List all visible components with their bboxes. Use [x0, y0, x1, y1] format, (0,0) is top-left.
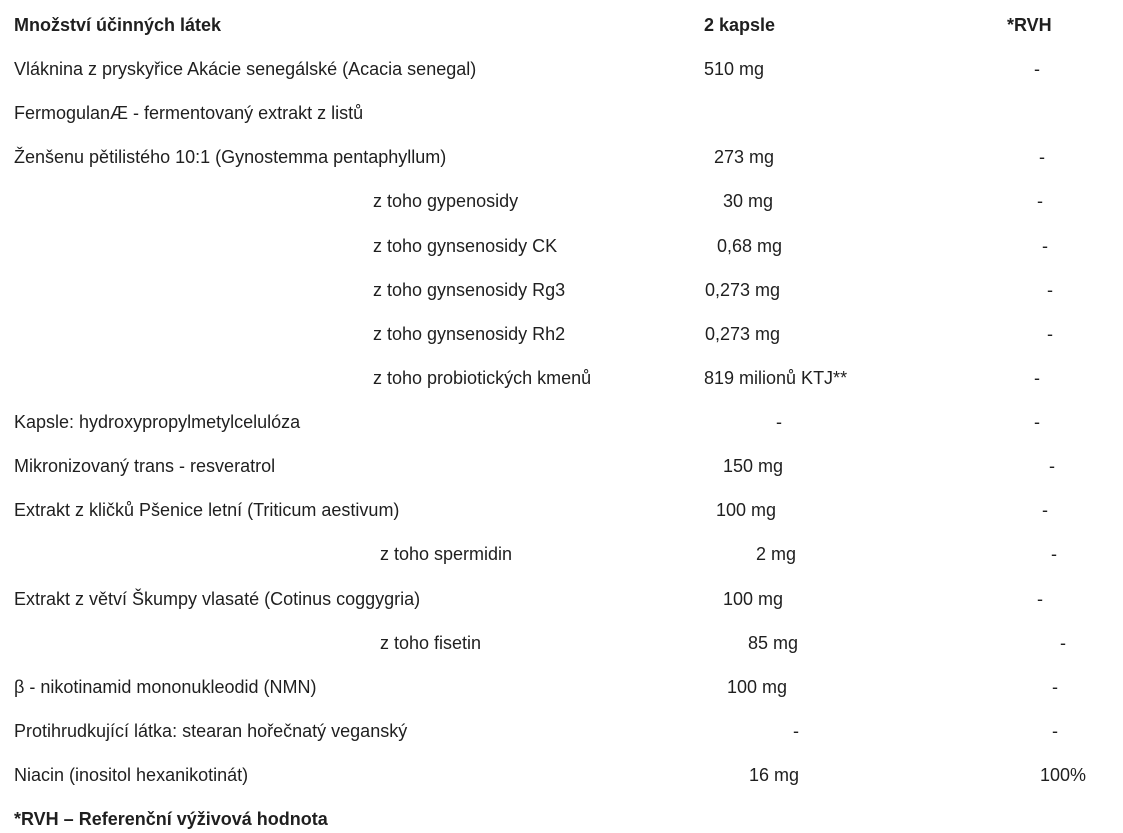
row-rvh: 100% [1040, 765, 1087, 785]
row-rvh: - [1042, 236, 1048, 256]
row-name: Protihrudkující látka: stearan hořečnatý veganský [14, 721, 408, 741]
row-name: z toho gynsenosidy Rh2 [373, 324, 566, 344]
row-name: FermogulanÆ - fermentovaný extrakt z listů [14, 103, 364, 123]
row-dose: 150 mg [723, 456, 784, 476]
row-dose: 100 mg [723, 589, 784, 609]
row-rvh: - [1042, 500, 1048, 520]
header-name: Množství účinných látek [14, 15, 222, 35]
row-name: Vláknina z pryskyřice Akácie senegálské (Acacia senegal) [14, 59, 477, 79]
row-dose: 100 mg [727, 677, 788, 697]
row-name: Extrakt z kličků Pšenice letní (Triticum aestivum) [14, 500, 400, 520]
row-dose: 30 mg [723, 191, 774, 211]
row-rvh: - [1049, 456, 1055, 476]
row-rvh: - [1047, 280, 1053, 300]
row-rvh: - [1060, 633, 1066, 653]
row-name: Ženšenu pětilistého 10:1 (Gynostemma pentaphyllum) [14, 147, 447, 167]
row-dose: - [776, 412, 782, 432]
row-rvh: - [1047, 324, 1053, 344]
row-dose: 510 mg [704, 59, 765, 79]
row-name: z toho fisetin [380, 633, 482, 653]
row-dose: 100 mg [716, 500, 777, 520]
row-name: Extrakt z větví Škumpy vlasaté (Cotinus coggygria) [14, 589, 421, 609]
row-rvh: - [1037, 589, 1043, 609]
row-name: z toho spermidin [380, 544, 513, 564]
row-name: z toho probiotických kmenů [373, 368, 592, 388]
row-dose: 0,273 mg [705, 324, 781, 344]
row-rvh: - [1037, 191, 1043, 211]
row-dose: 2 mg [756, 544, 797, 564]
row-dose: 0,273 mg [705, 280, 781, 300]
row-dose: 16 mg [749, 765, 800, 785]
row-dose: - [793, 721, 799, 741]
footnote: *RVH – Referenční výživová hodnota [14, 809, 328, 829]
row-rvh: - [1034, 59, 1040, 79]
row-name: z toho gynsenosidy Rg3 [373, 280, 566, 300]
row-dose: 273 mg [714, 147, 775, 167]
row-name: z toho gypenosidy [373, 191, 519, 211]
row-name: Niacin (inositol hexanikotinát) [14, 765, 249, 785]
row-rvh: - [1034, 412, 1040, 432]
row-rvh: - [1051, 544, 1057, 564]
row-dose: 819 milionů KTJ** [704, 368, 848, 388]
row-name: Kapsle: hydroxypropylmetylcelulóza [14, 412, 301, 432]
header-rvh: *RVH [1007, 15, 1052, 35]
header-dose: 2 kapsle [704, 15, 776, 35]
row-name: z toho gynsenosidy CK [373, 236, 558, 256]
row-dose: 85 mg [748, 633, 799, 653]
row-rvh: - [1052, 677, 1058, 697]
row-name: Mikronizovaný trans - resveratrol [14, 456, 276, 476]
row-rvh: - [1052, 721, 1058, 741]
row-name: β - nikotinamid mononukleodid (NMN) [14, 677, 317, 697]
row-rvh: - [1034, 368, 1040, 388]
row-dose: 0,68 mg [717, 236, 783, 256]
row-rvh: - [1039, 147, 1045, 167]
